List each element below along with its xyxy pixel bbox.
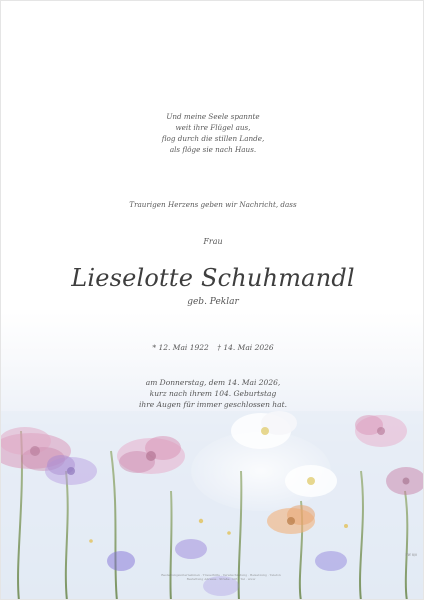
footer-line: Bestattungsunternehmen · Trauerhilfe · Verabschiedung · Beisetzung · Telefon	[161, 573, 281, 577]
footer-line: Bestattung Adresse · Straße · Ort · Tel · www	[186, 577, 256, 581]
life-dates	[1, 343, 424, 352]
footer-imprint	[71, 573, 371, 581]
death-notice-line: ihre Augen für immer geschlossen hat.	[138, 400, 288, 409]
poem-line: weit ihre Flügel aus,	[175, 123, 251, 132]
birth-date: * 12. Mai 1922	[152, 343, 209, 352]
poem-line: als flöge sie nach Haus.	[169, 145, 257, 154]
document-code: PW 8/0	[405, 553, 417, 557]
poem-line: flog durch die stillen Lande,	[161, 134, 265, 143]
deceased-name: Lieselotte Schuhmandl	[71, 264, 355, 292]
poem-line: Und meine Seele spannte	[166, 112, 260, 121]
poem	[1, 111, 424, 155]
death-notice-line: am Donnerstag, dem 14. Mai 2026,	[145, 378, 281, 387]
death-notice	[1, 377, 424, 410]
birth-name: geb. Peklar	[187, 297, 239, 307]
salutation: Frau	[203, 237, 223, 246]
obituary-text	[1, 1, 424, 600]
death-notice-line: kurz nach ihrem 104. Geburtstag	[149, 389, 277, 398]
announcement-intro: Traurigen Herzens geben wir Nachricht, dass	[129, 200, 297, 209]
death-date: † 14. Mai 2026	[217, 343, 274, 352]
